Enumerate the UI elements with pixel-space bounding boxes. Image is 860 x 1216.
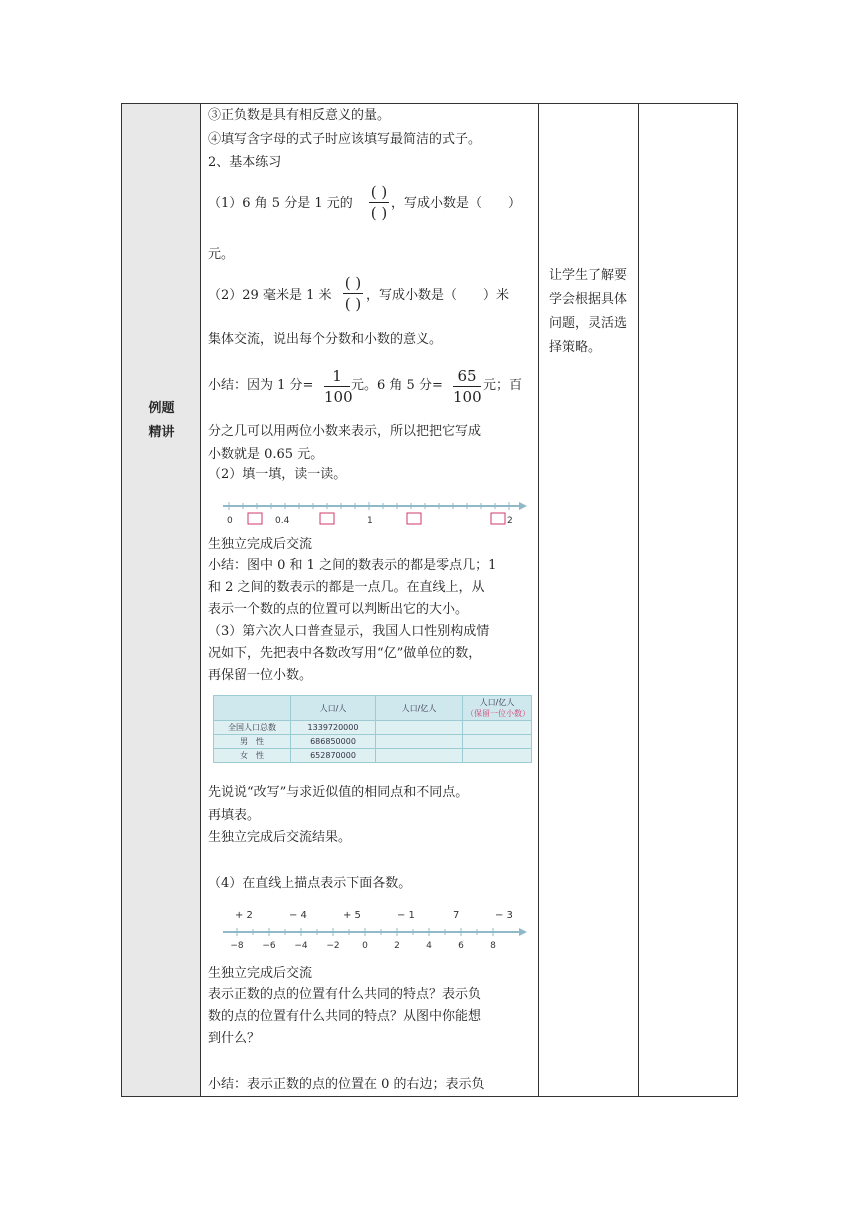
- text-line: （4）在直线上描点表示下面各数。: [208, 876, 412, 891]
- table-row: [214, 749, 532, 763]
- row-name: 女 性: [214, 749, 291, 763]
- question-1-tail: ，写成小数是（ ）: [391, 196, 522, 211]
- value-label: + 2: [235, 910, 253, 921]
- number-line-integers: [219, 904, 529, 952]
- population-table: [213, 695, 532, 763]
- empty-cell: [639, 104, 737, 1096]
- summary-1a: 小结：因为 1 分=: [208, 378, 314, 393]
- value-label: + 5: [343, 910, 361, 921]
- section-label: 例题 精讲: [148, 401, 175, 440]
- header-cell: [214, 696, 291, 721]
- answer-box[interactable]: [491, 513, 505, 524]
- tick-label: 8: [490, 941, 496, 951]
- tick-label: 6: [458, 941, 464, 951]
- text-line: 小结：图中 0 和 1 之间的数表示的都是零点几；1: [208, 558, 497, 573]
- text-line: ③正负数是具有相反意义的量。: [208, 108, 391, 123]
- tick-label: 1: [367, 516, 373, 526]
- question-2-tail: ，写成小数是（ ）米: [366, 288, 510, 303]
- text-line: 生独立完成后交流: [208, 966, 313, 981]
- text-line: 分之几可以用两位小数来表示，所以把把它写成: [208, 424, 482, 439]
- text-line: 小数就是 0.65 元。: [208, 447, 324, 462]
- row-name: 男 性: [214, 735, 291, 749]
- answer-cell[interactable]: [376, 721, 463, 735]
- answer-cell[interactable]: [463, 749, 532, 763]
- tick-label: 0: [227, 516, 233, 526]
- text-line: 表示一个数的点的位置可以判断出它的大小。: [208, 602, 469, 617]
- value-label: − 1: [397, 910, 415, 921]
- answer-cell[interactable]: [463, 721, 532, 735]
- value-label: − 4: [289, 910, 307, 921]
- tick-label: −2: [326, 941, 340, 951]
- tick-label: 4: [426, 941, 432, 951]
- tick-label: −8: [230, 941, 244, 951]
- question-2: （2）29 毫米是 1 米: [208, 288, 332, 303]
- tick-label: −6: [262, 941, 276, 951]
- summary-1c: 元；百: [483, 378, 523, 393]
- answer-box[interactable]: [248, 513, 262, 524]
- text-line: 再填表。: [208, 808, 261, 823]
- answer-cell[interactable]: [376, 749, 463, 763]
- text-line: 到什么？: [208, 1031, 261, 1046]
- text-line: 小结：表示正数的点的位置在 0 的右边；表示负: [208, 1077, 485, 1092]
- number-line-decimals: [219, 499, 529, 529]
- row-name: 全国人口总数: [214, 721, 291, 735]
- table-row: [214, 735, 532, 749]
- lesson-table: [121, 103, 738, 1097]
- tick-label: −4: [294, 941, 308, 951]
- answer-box[interactable]: [407, 513, 421, 524]
- text-line: （2）填一填，读一读。: [208, 467, 347, 482]
- row-value: 686850000: [291, 735, 376, 749]
- question-1: （1）6 角 5 分是 1 元的: [208, 196, 353, 211]
- blank-fraction: ( ) ( ): [344, 274, 362, 313]
- table-row: [214, 721, 532, 735]
- fraction-1-100: 1 100: [324, 367, 353, 406]
- text-line: 生独立完成后交流结果。: [208, 830, 352, 845]
- tick-label: 0: [362, 941, 368, 951]
- text-line: 况如下，先把表中各数改写用“亿”做单位的数，: [208, 646, 482, 661]
- content-cell: [201, 104, 539, 1096]
- row-value: 1339720000: [291, 721, 376, 735]
- fraction-65-100: 65 100: [453, 367, 482, 406]
- text-line: 生独立完成后交流: [208, 537, 313, 552]
- section-label-cell: [122, 104, 201, 1096]
- row-value: 652870000: [291, 749, 376, 763]
- header-cell: 人口/人: [291, 696, 376, 721]
- blank-fraction: ( ) ( ): [370, 183, 388, 222]
- text-line: 表示正数的点的位置有什么共同的特点？表示负: [208, 987, 482, 1002]
- tick-label: 2: [507, 516, 513, 526]
- text-line: 集体交流，说出每个分数和小数的意义。: [208, 332, 443, 347]
- header-cell: 人口/亿人: [376, 696, 463, 721]
- tick-label: 0.4: [275, 516, 290, 526]
- text-line: （3）第六次人口普查显示，我国人口性别构成情: [208, 624, 490, 639]
- value-label: − 3: [495, 910, 513, 921]
- note-cell: [539, 104, 639, 1096]
- text-line: 先说说“改写”与求近似值的相同点和不同点。: [208, 785, 469, 800]
- value-label: 7: [453, 910, 460, 921]
- answer-cell[interactable]: [463, 735, 532, 749]
- text-line: 和 2 之间的数表示的都是一点几。在直线上，从: [208, 580, 485, 595]
- header-cell: 人口/亿人 （保留一位小数）: [463, 696, 532, 721]
- text-line: 元。: [208, 247, 235, 262]
- answer-cell[interactable]: [376, 735, 463, 749]
- text-line: 再保留一位小数。: [208, 668, 313, 683]
- text-line: ④填写含字母的式子时应该填写最简洁的式子。: [208, 132, 482, 147]
- text-line: 2、基本练习: [208, 155, 282, 170]
- tick-label: 2: [394, 941, 400, 951]
- text-line: 数的点的位置有什么共同的特点？从图中你能想: [208, 1009, 482, 1024]
- summary-1b: 元。6 角 5 分=: [351, 378, 443, 393]
- teaching-note: 让学生了解要学会根据具体问题，灵活选择策略。: [549, 268, 628, 355]
- answer-box[interactable]: [320, 513, 334, 524]
